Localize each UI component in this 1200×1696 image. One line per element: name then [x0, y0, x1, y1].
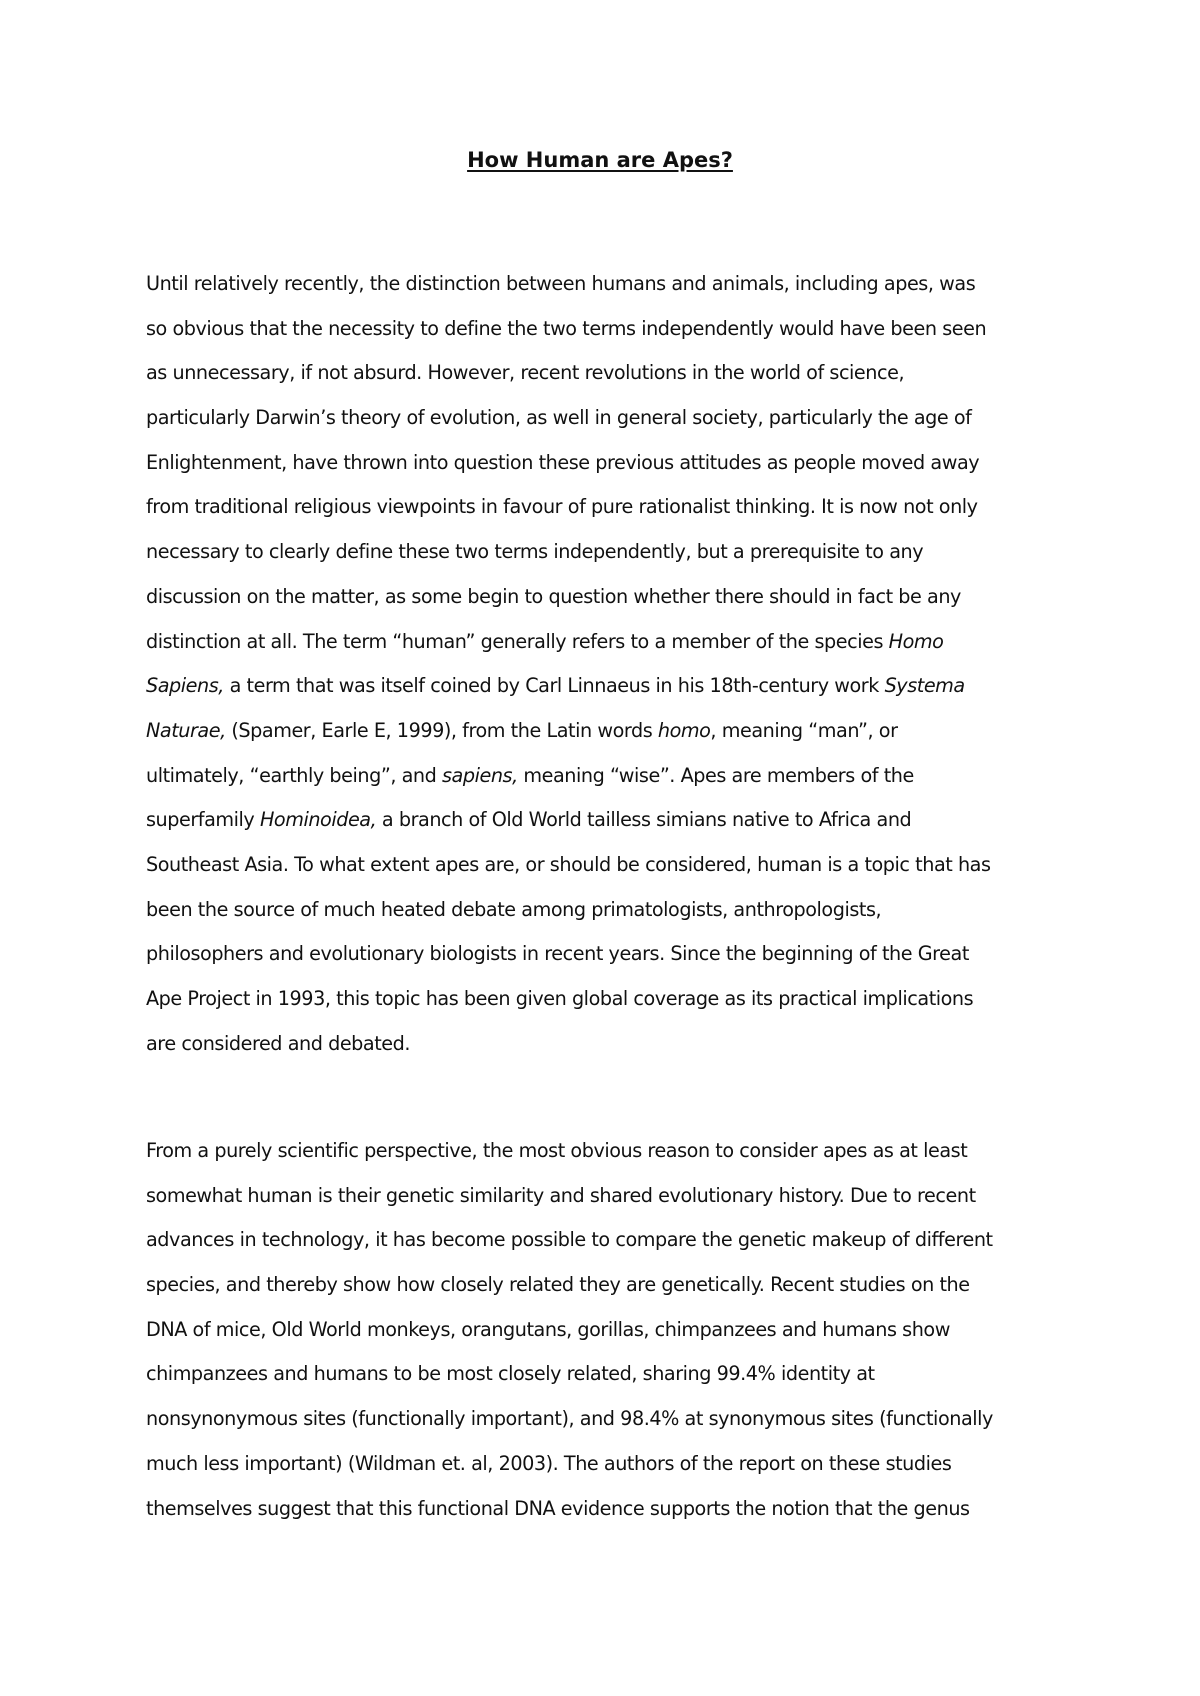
text-line — [146, 843, 1046, 888]
text-line — [146, 530, 1046, 575]
text-segment: a branch of Old World tailless simians native to Africa and — [376, 808, 912, 832]
text-line — [146, 396, 1046, 441]
text-line — [146, 1263, 1046, 1308]
text-line — [146, 709, 1046, 754]
paragraph-2 — [146, 1129, 1046, 1531]
text-line — [146, 1442, 1046, 1487]
text-segment: necessary to clearly define these two terms independently, but a prerequisite to any — [146, 540, 924, 564]
text-segment: philosophers and evolutionary biologists in recent years. Since the beginning of the Great — [146, 942, 969, 966]
text-segment: Until relatively recently, the distinction between humans and animals, including apes, was — [146, 272, 976, 295]
text-line — [146, 1218, 1046, 1263]
text-segment: particularly Darwin’s theory of evolution, as well in general society, particularly the age of — [146, 406, 972, 430]
text-line — [146, 620, 1046, 665]
text-segment: from traditional religious viewpoints in favour of pure rationalist thinking. It is now not only — [146, 495, 978, 519]
text-line — [146, 1174, 1046, 1219]
text-segment: Enlightenment, have thrown into question these previous attitudes as people moved away — [146, 450, 980, 474]
text-segment: a term that was itself coined by Carl Linnaeus in his 18th-century work — [223, 674, 885, 698]
text-segment: so obvious that the necessity to define the two terms independently would have been seen — [146, 316, 987, 340]
text-segment: species, and thereby show how closely related they are genetically. Recent studies on the — [146, 1273, 970, 1297]
text-line — [146, 754, 1046, 799]
text-segment: , meaning “man”, or — [710, 718, 898, 742]
text-segment: superfamily — [146, 808, 260, 832]
text-line — [146, 1352, 1046, 1397]
text-segment: DNA of mice, Old World monkeys, orangutans, gorillas, chimpanzees and humans show — [146, 1317, 950, 1341]
text-segment: been the source of much heated debate among primatologists, anthropologists, — [146, 897, 882, 921]
text-line — [146, 351, 1046, 396]
paragraph-1 — [146, 262, 1046, 1066]
italic-text: Sapiens, — [146, 674, 224, 698]
text-line — [146, 307, 1046, 352]
italic-text: sapiens, — [442, 763, 518, 787]
text-line — [146, 441, 1046, 486]
italic-text: Hominoidea, — [259, 808, 377, 832]
text-segment: themselves suggest that this functional DNA evidence supports the notion that the genus — [146, 1496, 970, 1520]
italic-text: Systema — [884, 674, 965, 698]
text-line — [146, 1308, 1046, 1353]
text-segment: as unnecessary, if not absurd. However, recent revolutions in the world of science, — [146, 361, 905, 385]
italic-text: Homo — [888, 629, 944, 653]
text-segment: ultimately, “earthly being”, and — [146, 763, 443, 787]
text-segment: meaning “wise”. Apes are members of the — [517, 763, 914, 787]
text-line — [146, 262, 1046, 307]
document-title: How Human are Apes? — [467, 148, 733, 172]
text-line — [146, 485, 1046, 530]
text-line — [146, 575, 1046, 620]
text-line — [146, 1022, 1046, 1067]
text-line — [146, 888, 1046, 933]
text-segment: distinction at all. The term “human” generally refers to a member of the species — [146, 629, 889, 653]
italic-text: Naturae, — [146, 718, 226, 742]
text-segment: somewhat human is their genetic similarity and shared evolutionary history. Due to recent — [146, 1183, 976, 1207]
text-line — [146, 1487, 1046, 1532]
text-segment: nonsynonymous sites (functionally important), and 98.4% at synonymous sites (functionally — [146, 1407, 993, 1431]
text-line — [146, 977, 1046, 1022]
text-segment: Ape Project in 1993, this topic has been given global coverage as its practical implications — [146, 987, 974, 1010]
text-segment: chimpanzees and humans to be most closely related, sharing 99.4% identity at — [146, 1362, 875, 1386]
text-line — [146, 1129, 1046, 1174]
text-segment: advances in technology, it has become possible to compare the genetic makeup of different — [146, 1228, 993, 1252]
italic-text: homo — [657, 718, 711, 742]
text-segment: Southeast Asia. To what extent apes are, or should be considered, human is a topic that has — [146, 852, 991, 876]
text-segment: From a purely scientific perspective, the most obvious reason to consider apes as at least — [146, 1139, 968, 1162]
text-line — [146, 798, 1046, 843]
text-line — [146, 664, 1046, 709]
text-line — [146, 932, 1046, 977]
text-segment: much less important) (Wildman et. al, 2003). The authors of the report on these studies — [146, 1451, 952, 1475]
text-segment: (Spamer, Earle E, 1999), from the Latin words — [225, 718, 658, 742]
text-line — [146, 1397, 1046, 1442]
text-segment: are considered and debated. — [146, 1031, 411, 1055]
text-segment: discussion on the matter, as some begin to question whether there should in fact be any — [146, 584, 961, 608]
